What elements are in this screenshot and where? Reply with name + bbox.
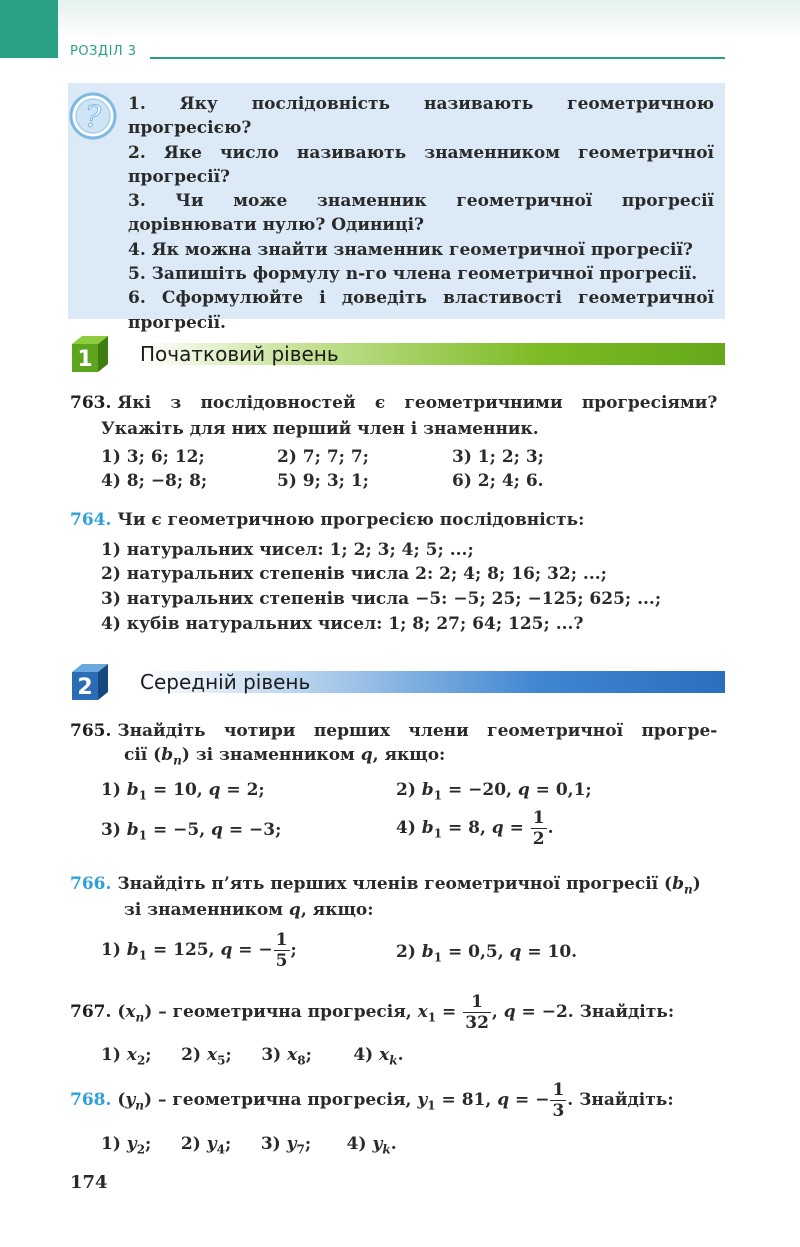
problem-765-item-1: 1) $b_1 = 10$, q = 2; — [101, 780, 265, 803]
problem-766-item-1: 1) $b_1 = 125$, q = − $\frac{1}{5}$ ; — [101, 930, 297, 971]
level-2-title: Середній рівень — [140, 670, 311, 694]
section-label: РОЗДІЛ 3 — [70, 44, 137, 59]
problem-766-text-1: Знайдіть п’ять перших членів геометричної прогресії ( — [117, 874, 673, 894]
problem-766-number: 766. — [70, 874, 112, 894]
svg-text:1: 1 — [77, 347, 93, 372]
problem-765-number: 765. — [70, 721, 112, 741]
level-1-cube-icon — [68, 334, 112, 374]
svg-text:2: 2 — [77, 675, 93, 700]
page-number: 174 — [70, 1172, 108, 1193]
problem-763-item-6: 6) 2; 4; 6. — [452, 471, 544, 491]
problem-763-line2: Укажіть для них перший член і знаменник. — [101, 419, 539, 439]
problem-768-number: 768. — [70, 1090, 112, 1110]
problem-766-line1: 766. Знайдіть п’ять перших членів геометричної прогресії $(b_n)$ — [70, 874, 701, 897]
question-3: 3. Чи може знаменник геометричної прогресії дорівнювати нулю? Одиниці? — [128, 191, 714, 236]
level-2-cube-icon — [68, 662, 112, 702]
problem-768-items: 1) $y_2$; 2) $y_4$; 3) $y_7$; 4) $y_k$. — [101, 1134, 397, 1157]
question-1: 1. Яку послідовність називають геометричною прогресією? — [128, 94, 714, 139]
problem-765-text-1: Знайдіть чотири перших члени геометричної прогре- — [117, 721, 718, 741]
problem-767-items: 1) $x_2$; 2) $x_5$; 3) $x_8$; 4) $x_k$. — [101, 1045, 404, 1068]
question-4: 4. Як можна знайти знаменник геометричної прогресії? — [128, 239, 693, 260]
fraction-one-thirty-second: $\frac{1}{32}$ — [465, 992, 489, 1033]
problem-763-item-1: 1) 3; 6; 12; — [101, 447, 205, 467]
problem-763-item-5: 5) 9; 3; 1; — [277, 471, 369, 491]
question-5: 5. Запишіть формулу n-го члена геометричної прогресії. — [128, 264, 698, 285]
section-rule — [150, 57, 725, 59]
fraction-one-half: $\frac{1}{2}$ — [532, 808, 545, 849]
problem-764-item-1: 1) натуральних чисел: 1; 2; 3; 4; 5; ...; — [101, 540, 474, 560]
problem-765-line2: сії $(b_n)$ зі знаменником q, якщо: — [124, 745, 446, 768]
fraction-one-third: $\frac{1}{3}$ — [552, 1080, 565, 1121]
problem-763-line1 — [70, 393, 717, 413]
problem-764-item-3: 3) натуральних степенів числа −5: −5; 25; −125; 625; ...; — [101, 589, 662, 609]
problem-765-item-3: 3) $b_1 = -5$, q = −3; — [101, 820, 282, 843]
problem-765-line1 — [70, 721, 717, 741]
problem-765-item-2: 2) $b_1 = -20$, q = 0,1; — [396, 780, 592, 803]
problem-763-text-1: Які з послідовностей є геометричними прогресіями? — [117, 393, 718, 413]
problem-764-text: Чи є геометричною прогресією послідовність: — [117, 510, 585, 530]
problem-763-item-3: 3) 1; 2; 3; — [452, 447, 544, 467]
questions-list — [128, 92, 714, 335]
level-1-title: Початковий рівень — [140, 342, 339, 366]
question-2: 2. Яке число називають знаменником геометричної прогресії? — [128, 142, 714, 187]
problem-764-item-4: 4) кубів натуральних чисел: 1; 8; 27; 64; 125; ...? — [101, 614, 584, 634]
problem-763-item-4: 4) 8; −8; 8; — [101, 471, 208, 491]
problem-764-number: 764. — [70, 510, 112, 530]
problem-768-line1: 768. $(y_n)$ – геометрична прогресія, $y_1 = 81$, q = − $\frac{1}{3}$ . Знайдіть: — [70, 1080, 674, 1121]
question-icon — [68, 90, 120, 146]
problem-766-line2: зі знаменником q, якщо: — [124, 900, 374, 920]
corner-tab — [0, 0, 58, 58]
problem-765-item-4: 4) $b_1 = 8$, q = $\frac{1}{2}$ . — [396, 808, 554, 849]
top-gradient — [0, 0, 800, 40]
problem-767-line1: 767. $(x_n)$ – геометрична прогресія, $x_1$ = $\frac{1}{32}$ , q = −2. Знайдіть: — [70, 992, 675, 1033]
svg-text:?: ? — [84, 100, 102, 135]
fraction-one-fifth: $\frac{1}{5}$ — [275, 930, 288, 971]
problem-767-number: 767. — [70, 1002, 112, 1022]
question-6: 6. Сформулюйте і доведіть властивості геометричної прогресії. — [128, 288, 714, 333]
problem-764-intro — [70, 510, 584, 530]
problem-763-item-2: 2) 7; 7; 7; — [277, 447, 369, 467]
problem-766-item-2: 2) $b_1 = 0,5$, q = 10. — [396, 942, 578, 965]
problem-764-item-2: 2) натуральних степенів числа 2: 2; 4; 8; 16; 32; ...; — [101, 564, 607, 584]
problem-763-number: 763. — [70, 393, 112, 413]
